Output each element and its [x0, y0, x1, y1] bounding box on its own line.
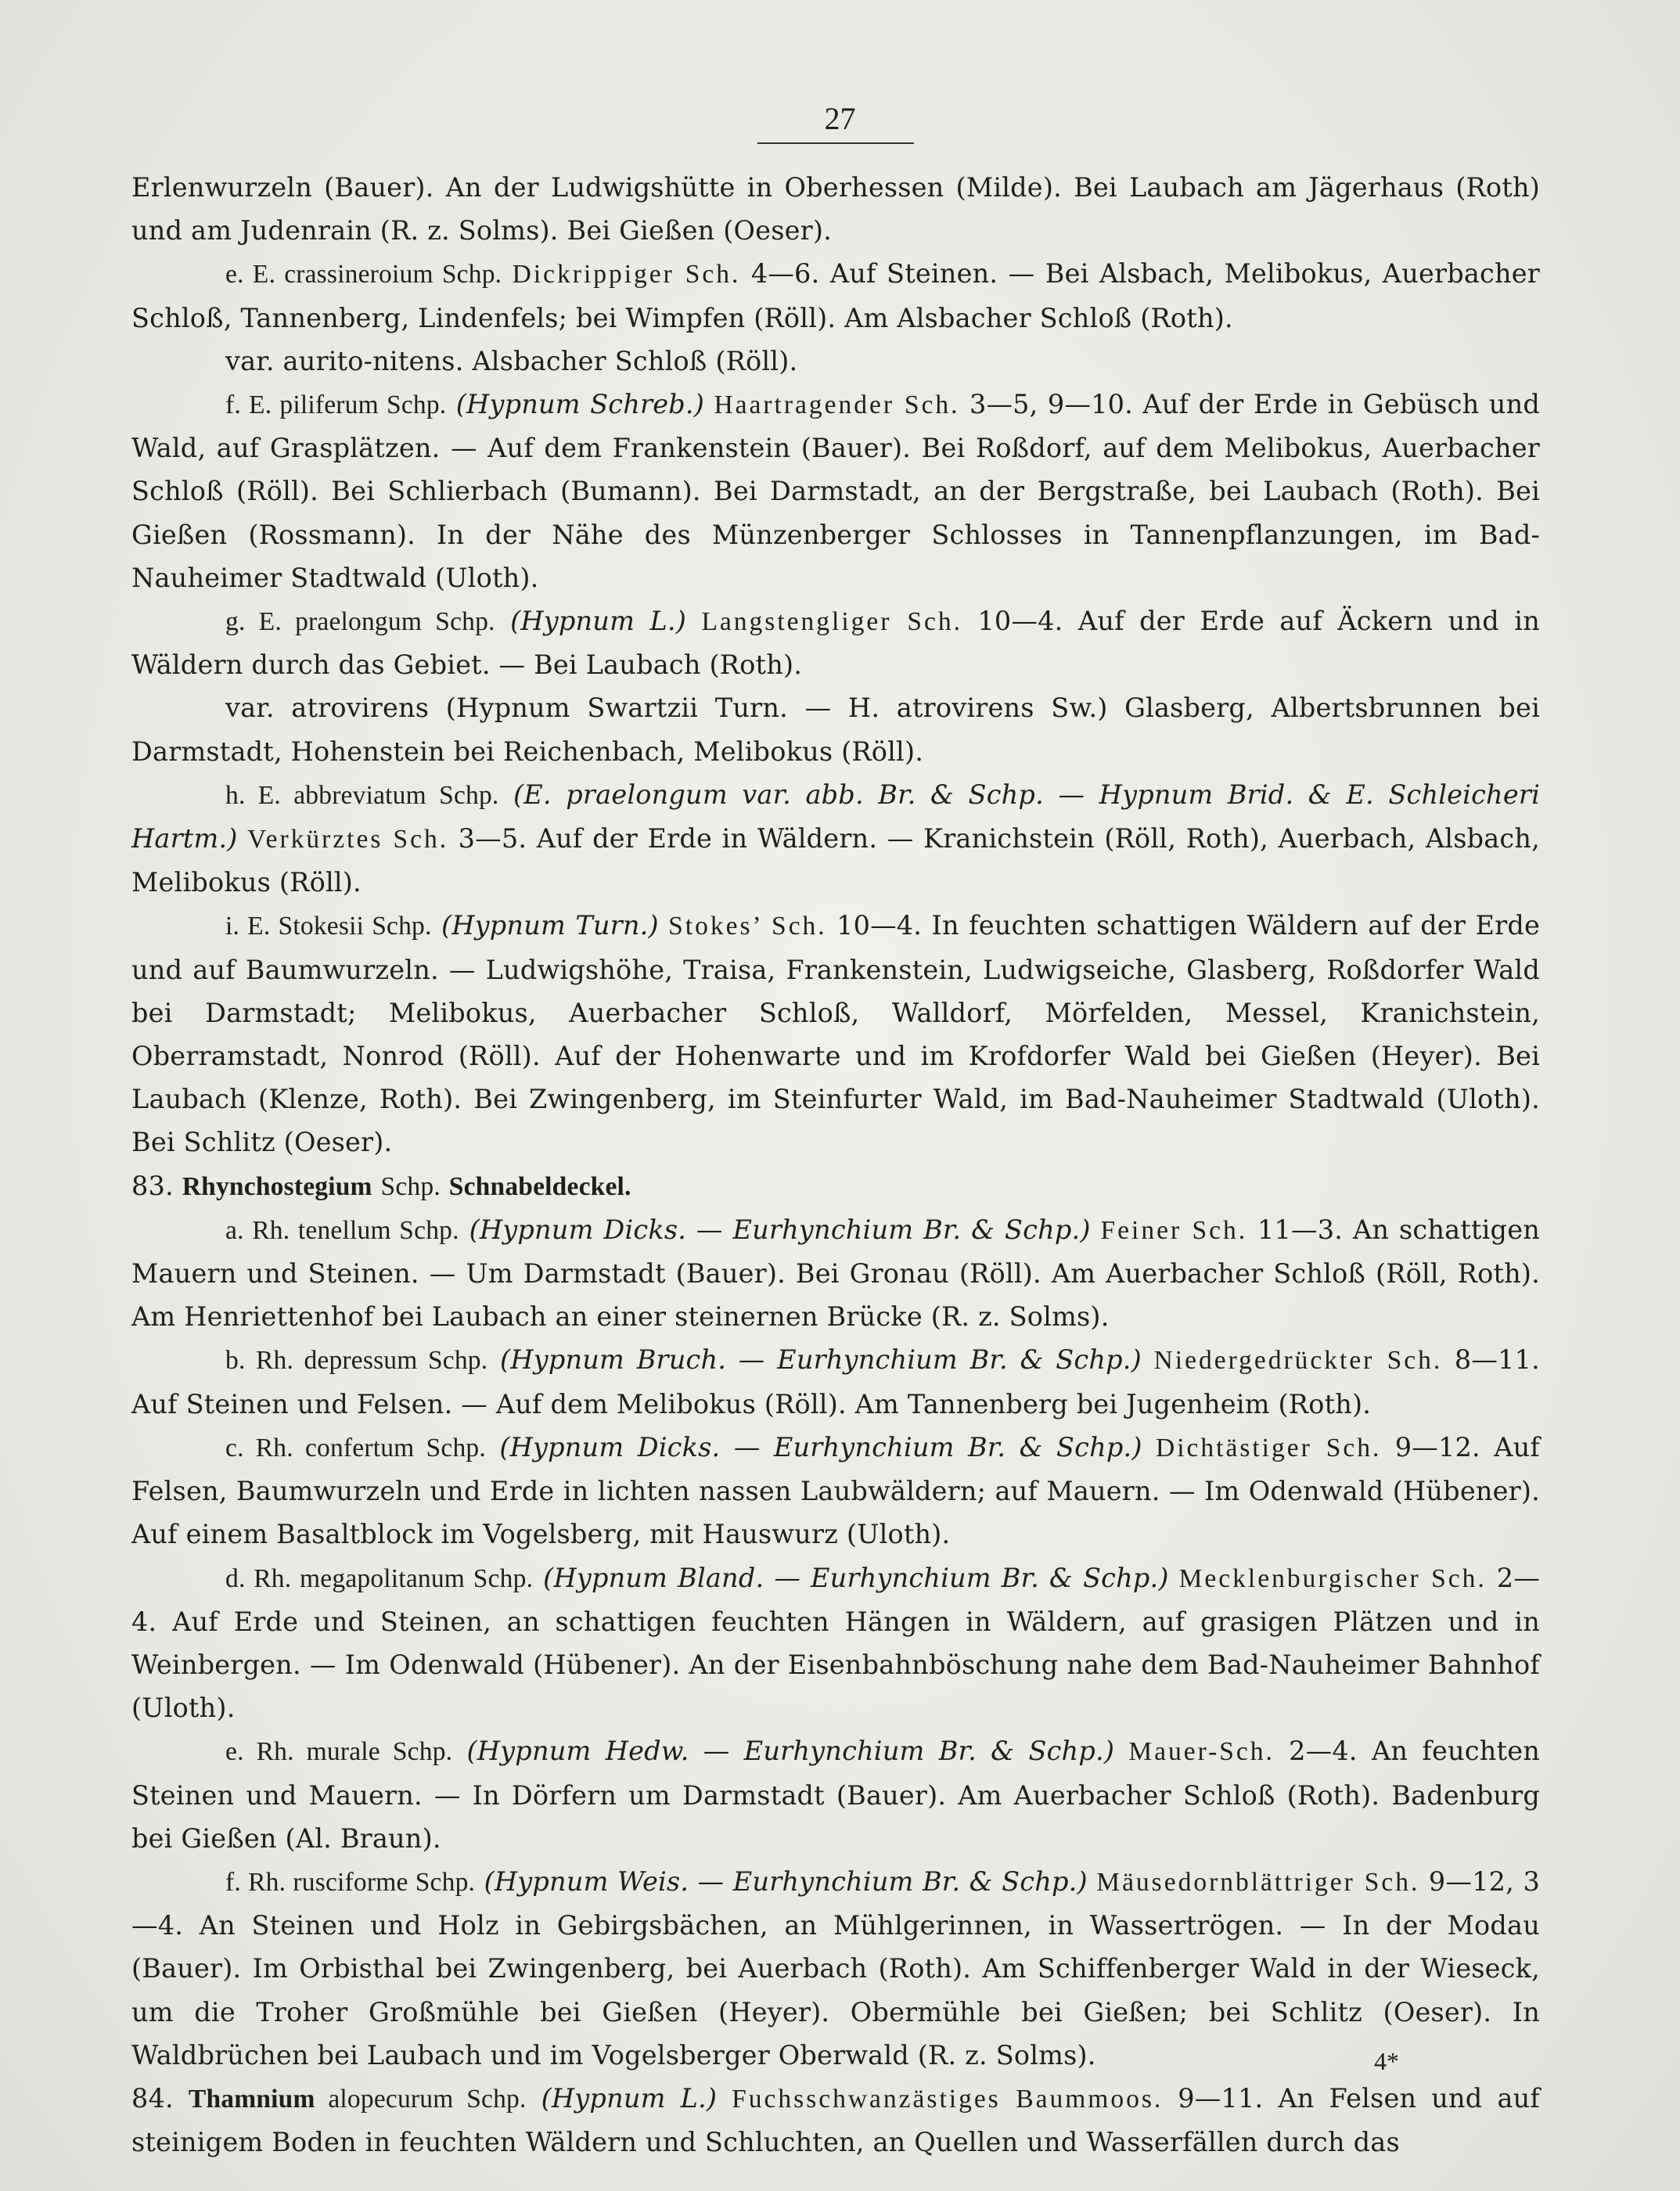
heading-83: [131, 1164, 1540, 1208]
entry-text: 4—6. Auf Steinen. — Bei Alsbach, Melibokus, Auerbacher Schloß, Tannenberg, Lindenfels; bei Wimpfen (Röll). Am Alsbacher Schloß (Roth).: [131, 258, 1540, 333]
entry-text: 9—12. Auf Felsen, Baumwurzeln und Erde in lichten nassen Laubwäldern; auf Mauern. — Im Odenwald (Hübener). Auf einem Basaltblock im Vogelsberg, mit Hauswurz (Uloth).: [131, 1431, 1540, 1550]
entry-text: 2—4. An feuchten Steinen und Mauern. — In Dörfern um Darmstadt (Bauer). Am Auerbacher Schloß (Roth). Badenburg bei Gießen (Al. Braun).: [131, 1736, 1541, 1854]
genus-name: Rhynchostegium: [182, 1171, 372, 1201]
synonym: (Hypnum Turn.): [441, 910, 659, 941]
synonym: (Hypnum Dicks. — Eurhynchium Br. & Schp.): [499, 1431, 1142, 1462]
entry-label: i. E. Stokesii Schp.: [225, 912, 432, 941]
entry-text: 3—5, 9—10. Auf der Erde in Gebüsch und Wald, auf Grasplätzen. — Auf dem Frankenstein (Bauer). Bei Roßdorf, auf dem Melibokus, Auerbacher Schloß (Röll). Bei Schlierbach (Bumann). Bei Darmstadt, an der Bergstraße, bei Laubach (Roth). Bei Gießen (Rossmann). In der Nähe des Münzenberger Schlosses in Tannenpflanzungen, im Bad-Nauheimer Stadtwald (Uloth).: [131, 389, 1540, 593]
heading-number: 84.: [131, 2082, 174, 2114]
german-name: Feiner Sch.: [1100, 1215, 1248, 1245]
entry-text: 9—11. An Felsen und auf steinigem Boden in feuchten Wäldern und Schluchten, an Quellen und Wasserfällen durch das: [131, 2082, 1541, 2158]
body-text: [131, 166, 1540, 2164]
entry-rh-megapolitanum: [131, 1556, 1540, 1730]
entry-text: 8—11. Auf Steinen und Felsen. — Auf dem Melibokus (Röll). Am Tannenberg bei Jugenheim (Roth).: [131, 1344, 1540, 1419]
heading-number: 83.: [131, 1170, 174, 1201]
paragraph-intro: Erlenwurzeln (Bauer). An der Ludwigshütte in Oberhessen (Milde). Bei Laubach am Jägerhaus (Roth) und am Judenrain (R. z. Solms). Bei Gießen (Oeser).: [131, 172, 1540, 246]
synonym: (Hypnum L.): [541, 2082, 718, 2114]
header-rule: [757, 142, 914, 144]
heading-84: [131, 2077, 1540, 2164]
entry-text: 11—3. An schattigen Mauern und Steinen. — Um Darmstadt (Bauer). Bei Gronau (Röll). Am Auerbacher Schloß (Röll, Roth). Am Henriettenhof bei Laubach an einer steinernen Brücke (R. z. Solms).: [131, 1214, 1540, 1333]
german-name: Mäusedornblättriger Sch.: [1096, 1867, 1420, 1897]
synonym: (Hypnum Schreb.): [455, 389, 705, 420]
german-name: Verkürztes Sch.: [247, 825, 449, 854]
entry-f-piliferum: [131, 383, 1540, 599]
german-genus: Schnabeldeckel.: [448, 1171, 631, 1201]
page-number: 27: [824, 101, 856, 136]
genus-name: Thamnium: [188, 2084, 315, 2114]
entry-label: c. Rh. confertum Schp.: [225, 1433, 486, 1462]
entry-label: g. E. praelongum Schp.: [225, 607, 495, 637]
entry-rh-tenellum: [131, 1208, 1540, 1339]
entry-g-var: var. atrovirens (Hypnum Swartzii Turn. — H. atrovirens Sw.) Glasberg, Albertsbrunnen bei Darmstadt, Hohenstein bei Reichenbach, Melibokus (Röll).: [131, 693, 1540, 767]
entry-label: d. Rh. megapolitanum Schp.: [225, 1563, 534, 1593]
german-name: Stokes’ Sch.: [668, 912, 827, 941]
species-name: alopecurum Schp.: [315, 2084, 527, 2114]
entry-g-praelongum: [131, 599, 1540, 686]
german-name: Dickrippiger Sch.: [512, 260, 741, 290]
german-name: Mauer-Sch.: [1128, 1737, 1275, 1767]
entry-i-stokesii: [131, 904, 1540, 1164]
entry-text: 3—5. Auf der Erde in Wäldern. — Kranichstein (Röll, Roth), Auerbach, Alsbach, Melibokus (Röll).: [131, 823, 1540, 898]
entry-text: 9—12, 3—4. An Steinen und Holz in Gebirgsbächen, an Mühlgerinnen, in Wassertrögen. — In der Modau (Bauer). Im Orbisthal bei Zwingenberg, bei Auerbach (Roth). Am Schiffenberger Wald in der Wieseck, um die Troher Großmühle bei Gießen (Heyer). Obermühle bei Gießen; bei Schlitz (Oeser). In Waldbrüchen bei Laubach und im Vogelsberger Oberwald (R. z. Solms).: [131, 1865, 1540, 2070]
synonym: (Hypnum L.): [510, 606, 687, 637]
synonym: (E. praelongum var. abb. Br. & Schp. — Hypnum Brid. & E. Schleicheri Hartm.): [131, 779, 1540, 854]
entry-label: a. Rh. tenellum Schp.: [225, 1215, 459, 1245]
entry-rh-rusciforme: [131, 1860, 1540, 2077]
entry-rh-confertum: [131, 1426, 1540, 1556]
entry-label: f. E. piliferum Schp.: [225, 390, 447, 420]
german-name: Dichtästiger Sch.: [1156, 1433, 1382, 1462]
entry-label: h. E. abbreviatum Schp.: [225, 780, 499, 810]
synonym: (Hypnum Bland. — Eurhynchium Br. & Schp.): [543, 1562, 1169, 1593]
german-name: Fuchsschwanzästiges Baummoos.: [732, 2084, 1164, 2114]
synonym: (Hypnum Bruch. — Eurhynchium Br. & Schp.): [500, 1344, 1142, 1376]
entry-rh-depressum: [131, 1338, 1540, 1425]
entry-label: b. Rh. depressum Schp.: [225, 1346, 488, 1376]
entry-label: e. E. crassineroium Schp.: [225, 260, 502, 290]
entry-label: f. Rh. rusciforme Schp.: [225, 1867, 476, 1897]
synonym: (Hypnum Hedw. — Eurhynchium Br. & Schp.): [466, 1736, 1115, 1767]
synonym: (Hypnum Weis. — Eurhynchium Br. & Schp.): [484, 1865, 1088, 1897]
entry-e-var: var. aurito-nitens. Alsbacher Schloß (Röll).: [225, 345, 798, 376]
synonym: (Hypnum Dicks. — Eurhynchium Br. & Schp.): [469, 1214, 1091, 1245]
entry-text: 10—4. In feuchten schattigen Wäldern auf der Erde und auf Baumwurzeln. — Ludwigshöhe, Traisa, Frankenstein, Ludwigseiche, Glasberg, Roßdorfer Wald bei Darmstadt; Melibokus, Auerbacher Schloß, Walldorf, Mörfelden, Messel, Kranichstein, Oberramstadt, Nonrod (Röll). Auf der Hohenwarte und im Krofdorfer Wald bei Gießen (Heyer). Bei Laubach (Klenze, Roth). Bei Zwingenberg, im Steinfurter Wald, im Bad-Nauheimer Stadtwald (Uloth). Bei Schlitz (Oeser).: [131, 910, 1541, 1158]
signature-mark: 4*: [1374, 2047, 1399, 2075]
entry-text: 2—4. Auf Erde und Steinen, an schattigen feuchten Hängen in Wäldern, auf grasigen Plätzen und in Weinbergen. — Im Odenwald (Hübener). An der Eisenbahnböschung nahe dem Bad-Nauheimer Bahnhof (Uloth).: [131, 1562, 1540, 1724]
entry-text: 10—4. Auf der Erde auf Äckern und in Wäldern durch das Gebiet. — Bei Laubach (Roth).: [131, 606, 1540, 681]
german-name: Mecklenburgischer Sch.: [1178, 1563, 1487, 1593]
german-name: Niedergedrückter Sch.: [1153, 1346, 1443, 1376]
entry-e-crassineroium: [131, 252, 1540, 339]
genus-author: Schp.: [380, 1171, 441, 1201]
entry-h-abbreviatum: [131, 773, 1540, 905]
german-name: Haartragender Sch.: [714, 390, 960, 420]
german-name: Langstengliger Sch.: [701, 607, 962, 637]
entry-label: e. Rh. murale Schp.: [225, 1737, 453, 1767]
entry-rh-murale: [131, 1729, 1540, 1860]
